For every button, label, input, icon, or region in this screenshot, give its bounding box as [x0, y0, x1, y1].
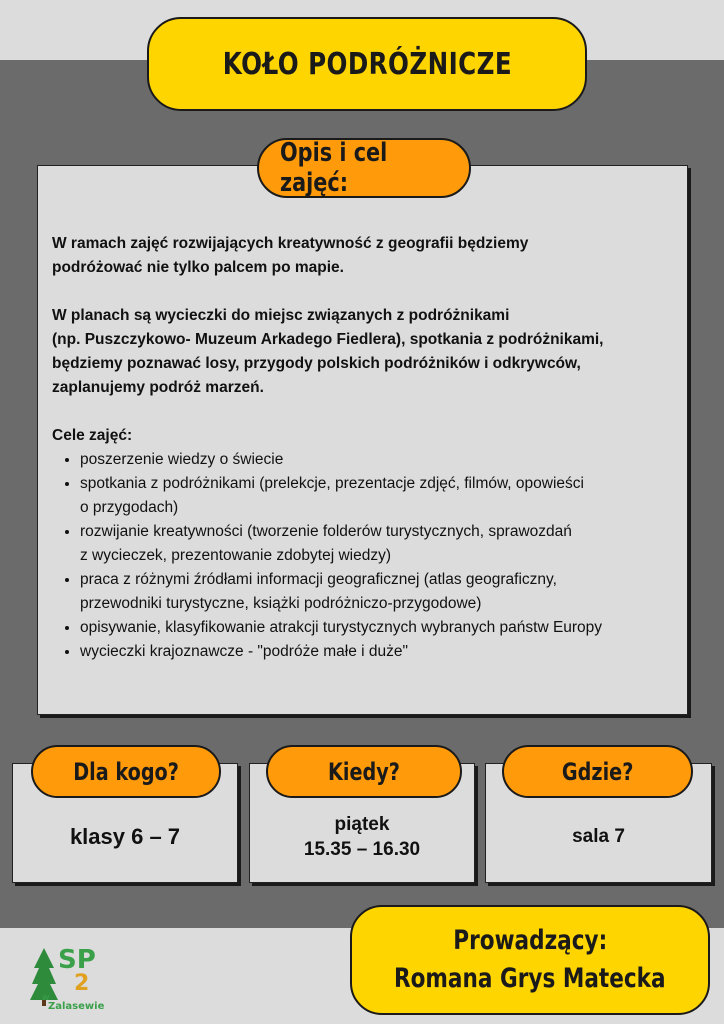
list-item: • wycieczki krajoznawcze - "podróże małe i duże"	[80, 640, 672, 664]
title-banner	[147, 17, 587, 111]
list-item: • praca z różnymi źródłami informacji geograficznej (atlas geograficzny, przewodniki turystyczne, książki podróżniczo-przygodowe)	[80, 568, 672, 616]
who-pill	[31, 745, 221, 798]
logo-letters: SP	[58, 945, 96, 975]
when-pill	[266, 745, 462, 798]
paragraph-2: W planach są wycieczki do miejsc związanych z podróżnikami (np. Puszczykowo- Muzeum Arkadego Fiedlera), spotkania z podróżnikami, będziemy poznawać losy, przygody polskich podróżników i odkrywców, zaplanujemy podróż marzeń.	[52, 307, 604, 396]
leader-name: Romana Grys Matecka	[394, 963, 666, 994]
when-label: Kiedy?	[328, 757, 400, 786]
description-content	[52, 232, 672, 664]
goals-heading: Cele zajęć:	[52, 427, 133, 444]
list-item: • rozwijanie kreatywności (tworzenie folderów turystycznych, sprawozdań z wycieczek, prezentowanie zdobytej wiedzy)	[80, 520, 672, 568]
list-item: • poszerzenie wiedzy o świecie	[80, 448, 672, 472]
paragraph-1: W ramach zajęć rozwijających kreatywność z geografii będziemy podróżować nie tylko palcem po mapie.	[52, 235, 529, 276]
goals-list	[52, 448, 672, 664]
logo-town: Zalasewie	[48, 1001, 105, 1010]
list-item: • opisywanie, klasyfikowanie atrakcji turystycznych wybranych państw Europy	[80, 616, 672, 640]
leader-label: Prowadzący:	[452, 925, 607, 956]
who-value: klasy 6 – 7	[69, 824, 181, 849]
description-heading-pill	[257, 138, 471, 198]
description-heading: Opis i cel zajęć:	[280, 138, 388, 198]
list-item: • spotkania z podróżnikami (prelekcje, prezentacje zdjęć, filmów, opowieści o przygodach)	[80, 472, 672, 520]
who-label: Dla kogo?	[73, 757, 179, 786]
where-pill	[502, 745, 693, 798]
leader-banner	[350, 905, 710, 1015]
page-title: KOŁO PODRÓŻNICZE	[222, 46, 512, 82]
logo-prefix: w	[42, 993, 50, 1003]
school-logo	[30, 938, 110, 1010]
where-value: sala 7	[572, 826, 625, 847]
when-value: piątek 15.35 – 16.30	[303, 814, 421, 860]
logo-number: 2	[74, 971, 90, 996]
where-label: Gdzie?	[561, 757, 634, 786]
